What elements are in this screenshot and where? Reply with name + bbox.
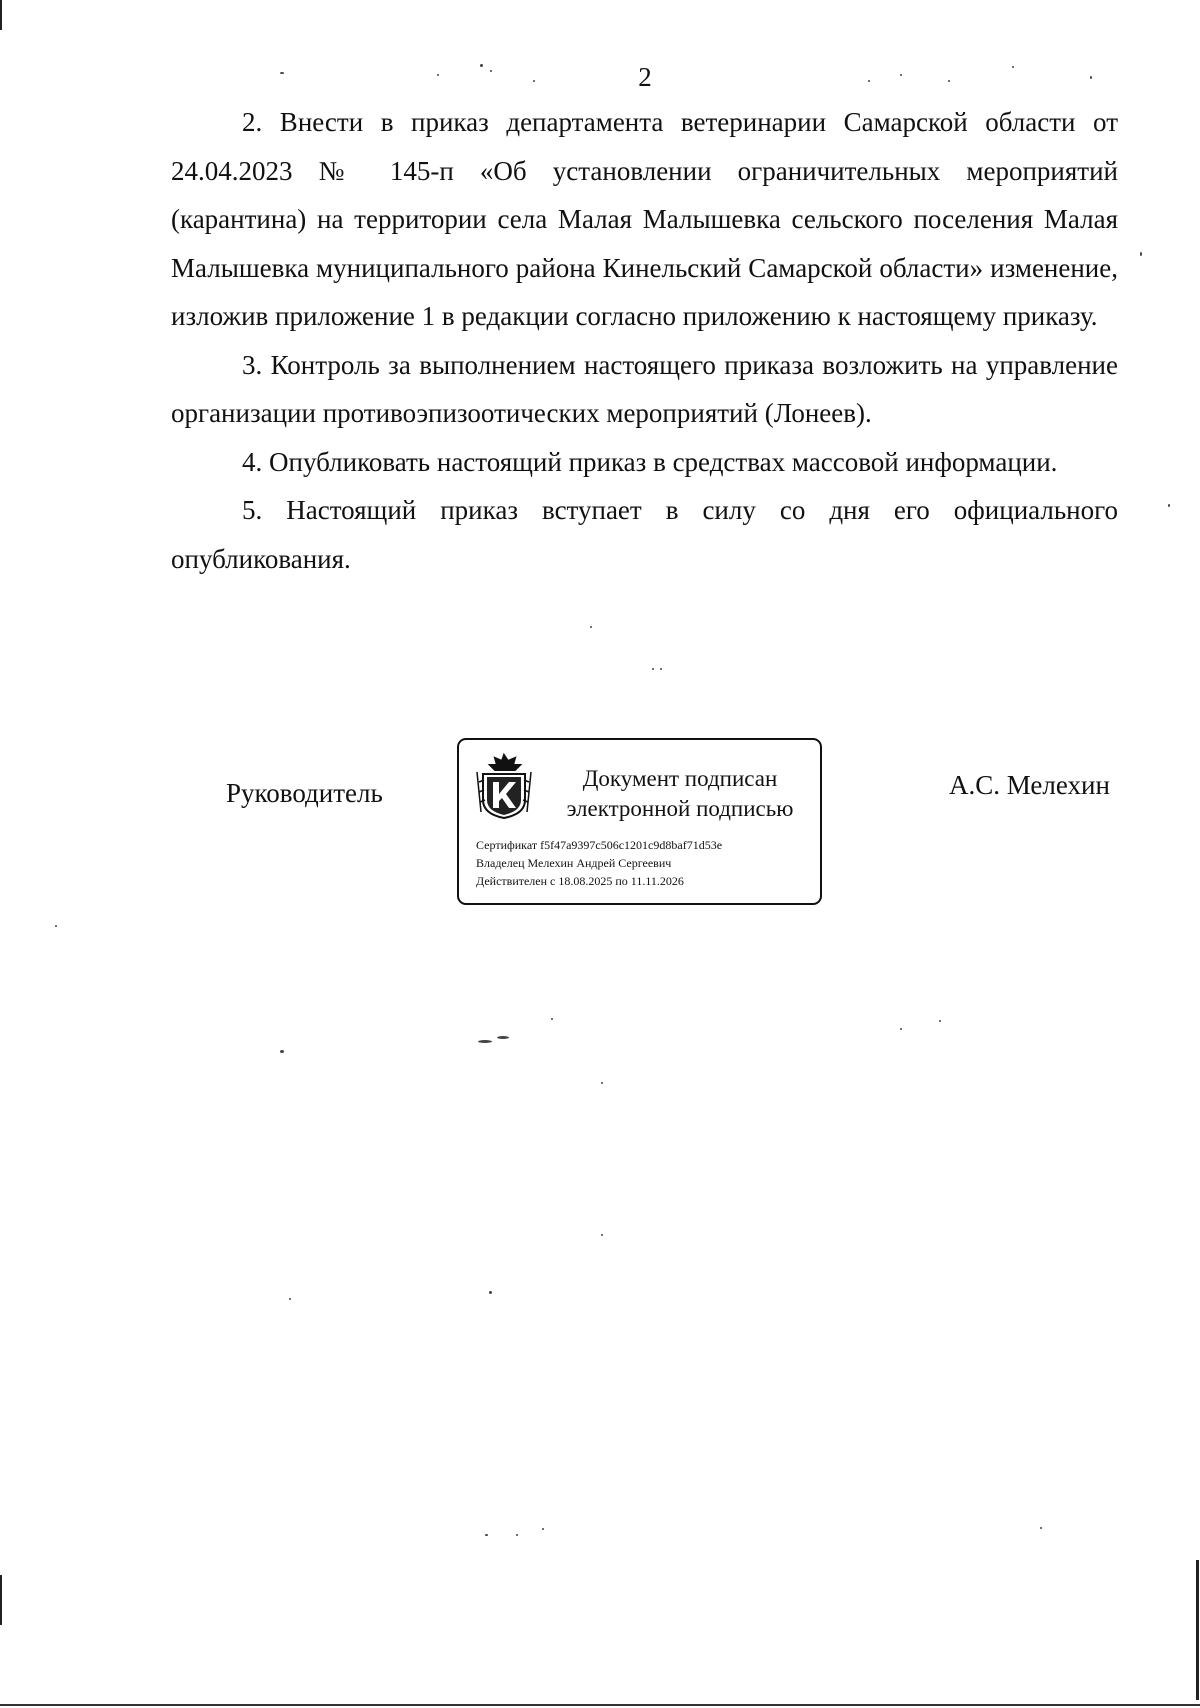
scan-edge-mark	[0, 1575, 2, 1625]
scan-edge-mark	[0, 0, 2, 30]
stamp-title-line-1: Документ подписан	[582, 766, 778, 791]
page-number: 2	[638, 62, 652, 92]
stamp-details	[476, 836, 722, 890]
scan-edge-mark	[1196, 1560, 1199, 1700]
scan-bottom-edge	[0, 1704, 1200, 1706]
paragraph-3: 3. Контроль за выполнением настоящего приказа возложить на управление организации противоэпизоотических мероприятий (Лонеев).	[171, 349, 1118, 428]
paragraph-5: 5. Настоящий приказ вступает в силу со дня его официального опубликования.	[171, 495, 1118, 574]
signer-name: А.С. Мелехин	[949, 770, 1110, 800]
electronic-signature-stamp	[457, 738, 822, 905]
stamp-certificate: Сертификат f5f47a9397c506c1201c9d8baf71d53e	[476, 838, 723, 852]
document-body	[171, 98, 1118, 583]
signature-block	[0, 738, 1200, 918]
paragraph-4: 4. Опубликовать настоящий приказ в средствах массовой информации.	[242, 446, 1058, 477]
stamp-title	[555, 764, 805, 824]
stamp-title-line-2: электронной подписью	[566, 796, 794, 821]
signer-position: Руководитель	[226, 778, 383, 808]
paragraph-2: 2. Внести в приказ департамента ветеринарии Самарской области от 24.04.2023 № 145-п «Об установлении ограничительных мероприятий (карантина) на территории села Малая Малышевка сельского поселения Малая Малышевка муниципального района Кинельский Самарской области» изменение, изложив приложение 1 в редакции согласно приложению к настоящему приказу.	[171, 107, 1118, 331]
stamp-owner: Владелец Мелехин Андрей Сергеевич	[476, 856, 672, 870]
coat-of-arms-icon	[475, 752, 533, 820]
stamp-validity: Действителен с 18.08.2025 по 11.11.2026	[476, 874, 684, 888]
